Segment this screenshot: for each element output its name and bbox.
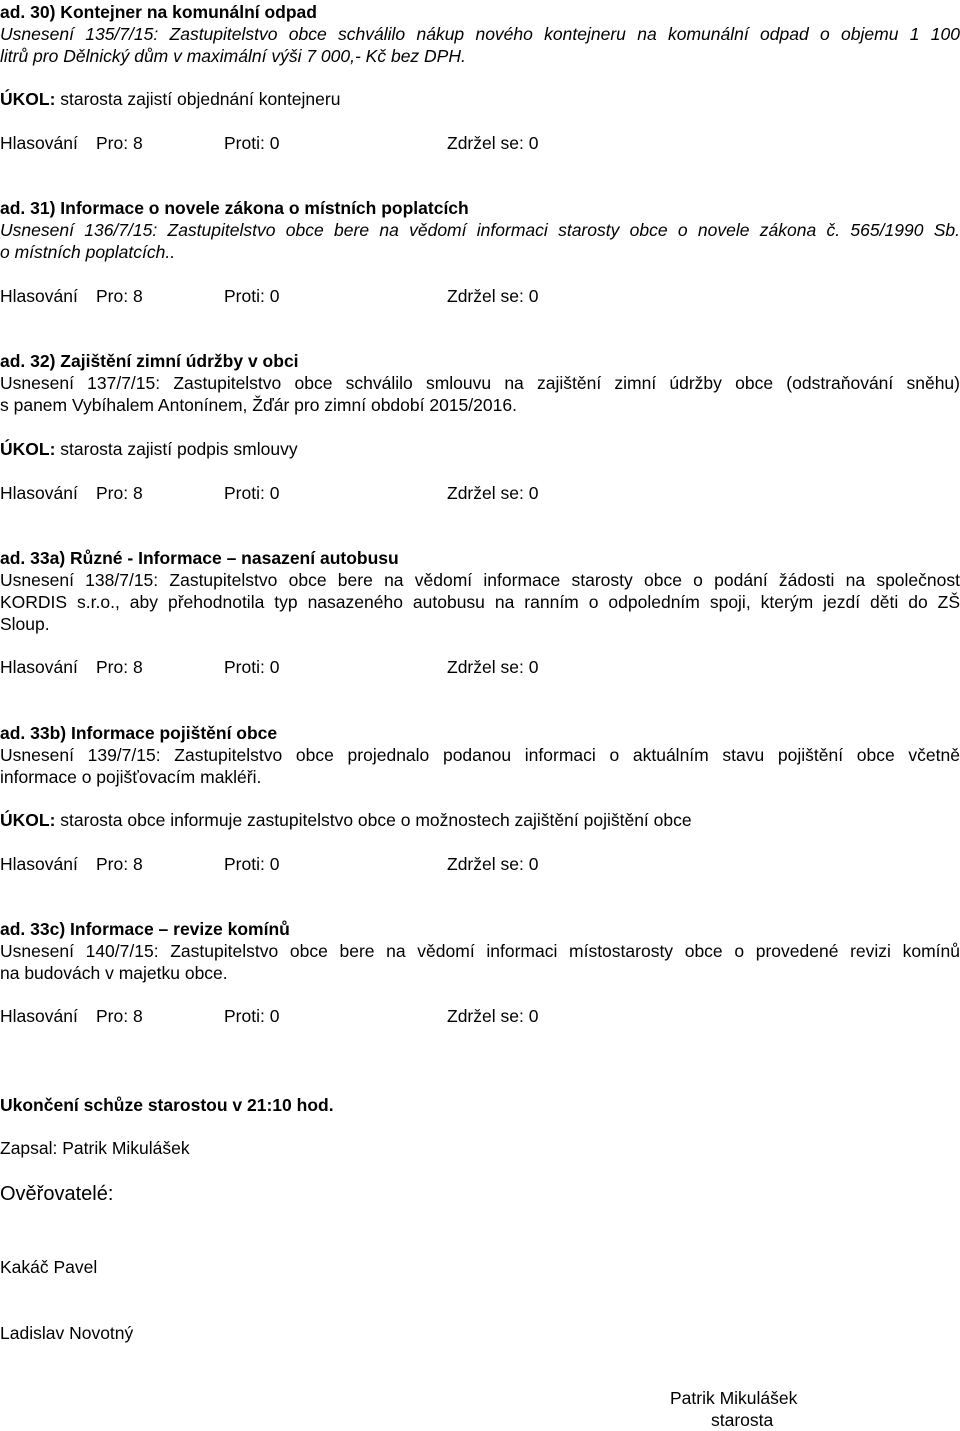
item-33a-resolution-line1: Usnesení 138/7/15: Zastupitelstvo obce bere na vědomí informace starosty obce o podání žádosti na společnost: [0, 570, 960, 590]
item-31-resolution-line1: Usnesení 136/7/15: Zastupitelstvo obce bere na vědomí informaci starosty obce o novele zákona č. 565/1990 Sb.: [0, 220, 960, 240]
vote-proti: Proti: 0: [224, 133, 280, 153]
item-33a-resolution-line2: KORDIS s.r.o., aby přehodnotila typ nasazeného autobusu na ranním o odpoledním spoji, kterým jezdí děti do ZŠ: [0, 592, 960, 612]
task-text: starosta zajistí podpis smlouvy: [60, 439, 298, 459]
item-33b-heading: ad. 33b) Informace pojištění obce: [0, 723, 278, 743]
vote-label: Hlasování: [0, 657, 78, 677]
item-33c-heading: ad. 33c) Informace – revize komínů: [0, 919, 290, 939]
vote-pro: Pro: 8: [96, 657, 143, 677]
item-32-resolution-line1: Usnesení 137/7/15: Zastupitelstvo obce schválilo smlouvu na zajištění zimní údržby obce (odstraňování sněhu): [0, 373, 960, 393]
item-33b-resolution-line2: informace o pojišťovacím makléři.: [0, 767, 262, 787]
task-text: starosta zajistí objednání kontejneru: [60, 89, 341, 109]
vote-zdrzel: Zdržel se: 0: [447, 854, 539, 874]
item-32-heading: ad. 32) Zajištění zimní údržby v obci: [0, 351, 299, 371]
verifier-name: Kakáč Pavel: [0, 1257, 98, 1277]
vote-proti: Proti: 0: [224, 483, 280, 503]
signature-name: Patrik Mikulášek: [670, 1388, 798, 1408]
item-33c-resolution-line1: Usnesení 140/7/15: Zastupitelstvo obce bere na vědomí informaci místostarosty obce o provedené revizi komínů: [0, 941, 960, 961]
vote-zdrzel: Zdržel se: 0: [447, 657, 539, 677]
item-31-heading: ad. 31) Informace o novele zákona o místních poplatcích: [0, 198, 469, 218]
vote-pro: Pro: 8: [96, 854, 143, 874]
item-33c-resolution-line2: na budovách v majetku obce.: [0, 963, 228, 983]
verifiers-heading: Ověřovatelé:: [0, 1183, 114, 1205]
vote-zdrzel: Zdržel se: 0: [447, 286, 539, 306]
meeting-closing: Ukončení schůze starostou v 21:10 hod.: [0, 1095, 334, 1115]
vote-proti: Proti: 0: [224, 1006, 280, 1026]
signature-role: starosta: [711, 1410, 774, 1430]
item-30-heading: ad. 30) Kontejner na komunální odpad: [0, 2, 317, 22]
item-31-resolution-line2: o místních poplatcích..: [0, 242, 176, 262]
item-33b-task: [0, 809, 692, 831]
item-30-resolution-line1: Usnesení 135/7/15: Zastupitelstvo obce schválilo nákup nového kontejneru na komunální odpad o objemu 1 100: [0, 24, 960, 44]
item-30-task: [0, 88, 340, 110]
vote-zdrzel: Zdržel se: 0: [447, 133, 539, 153]
task-label: ÚKOL:: [0, 439, 56, 459]
vote-proti: Proti: 0: [224, 286, 280, 306]
task-text: starosta obce informuje zastupitelstvo obce o možnostech zajištění pojištění obce: [60, 810, 692, 830]
vote-pro: Pro: 8: [96, 1006, 143, 1026]
vote-proti: Proti: 0: [224, 854, 280, 874]
item-33b-resolution-line1: Usnesení 139/7/15: Zastupitelstvo obce projednalo podanou informaci o aktuálním stavu pojištění obce včetně: [0, 745, 960, 765]
vote-proti: Proti: 0: [224, 657, 280, 677]
vote-pro: Pro: 8: [96, 286, 143, 306]
vote-pro: Pro: 8: [96, 133, 143, 153]
vote-label: Hlasování: [0, 1006, 78, 1026]
vote-label: Hlasování: [0, 133, 78, 153]
verifier-name: Ladislav Novotný: [0, 1323, 134, 1343]
item-32-resolution-line2: s panem Vybíhalem Antonínem, Žďár pro zimní období 2015/2016.: [0, 395, 517, 415]
vote-pro: Pro: 8: [96, 483, 143, 503]
item-33a-resolution-line3: Sloup.: [0, 614, 50, 634]
vote-label: Hlasování: [0, 483, 78, 503]
item-32-task: [0, 438, 298, 460]
item-33a-heading: ad. 33a) Různé - Informace – nasazení autobusu: [0, 548, 399, 568]
item-30-resolution-line2: litrů pro Dělnický dům v maximální výši 7 000,- Kč bez DPH.: [0, 46, 466, 66]
task-label: ÚKOL:: [0, 810, 56, 830]
vote-label: Hlasování: [0, 286, 78, 306]
recorded-by: Zapsal: Patrik Mikulášek: [0, 1138, 190, 1158]
vote-label: Hlasování: [0, 854, 78, 874]
task-label: ÚKOL:: [0, 89, 56, 109]
vote-zdrzel: Zdržel se: 0: [447, 1006, 539, 1026]
vote-zdrzel: Zdržel se: 0: [447, 483, 539, 503]
